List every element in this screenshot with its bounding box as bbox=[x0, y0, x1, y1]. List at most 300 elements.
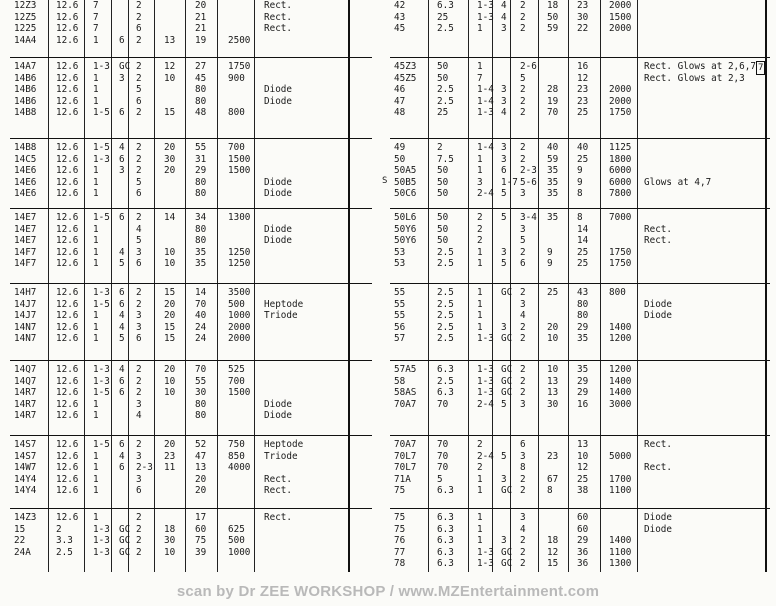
table-row bbox=[390, 485, 770, 497]
table-row bbox=[390, 474, 770, 486]
heater-volts-cell: 12.6 bbox=[56, 176, 79, 188]
load-ohms-cell: 2000 bbox=[609, 23, 632, 35]
load-ohms-cell: 5000 bbox=[609, 450, 632, 462]
group-separator bbox=[10, 208, 372, 209]
ohms-cell: 29 bbox=[577, 321, 589, 333]
cathode-pin-cell: 3 bbox=[501, 84, 507, 96]
tube-type-cell: 50C6 bbox=[394, 188, 417, 200]
ohms-cell: 70 bbox=[195, 364, 207, 375]
plate-pin-cell: 2 bbox=[136, 287, 142, 298]
plate-ma-cell: 35 bbox=[547, 212, 559, 223]
plate-ma-cell: 10 bbox=[164, 375, 176, 387]
plate-pin-cell: 2 bbox=[136, 142, 142, 153]
cathode-pin-cell: GC bbox=[501, 364, 513, 375]
plate-ma-cell: 35 bbox=[547, 188, 559, 200]
cathode-pin-cell: 6 bbox=[119, 107, 125, 119]
heater-pins-cell: 1-4 bbox=[477, 142, 494, 153]
heater-pins-cell: 1-5 bbox=[93, 439, 110, 450]
ohms-cell: 14 bbox=[577, 235, 589, 247]
heater-volts-cell: 2.5 bbox=[56, 546, 73, 558]
ohms-cell: 80 bbox=[195, 95, 207, 107]
heater-pins-cell: 1 bbox=[93, 398, 99, 410]
ohms-cell: 43 bbox=[577, 287, 589, 298]
tube-type-cell: 50L6 bbox=[394, 212, 417, 223]
ohms-cell: 14 bbox=[195, 287, 207, 298]
tube-type-cell: 50Y6 bbox=[394, 235, 417, 247]
heater-pins-cell: 2 bbox=[477, 212, 483, 223]
remarks-cell: Rect. bbox=[644, 235, 672, 247]
ohms-cell: 31 bbox=[195, 153, 207, 165]
load-ohms-cell: 1000 bbox=[228, 546, 251, 558]
heater-volts-cell: 12.6 bbox=[56, 310, 79, 322]
tube-type-cell: 47 bbox=[394, 95, 406, 107]
plate-pin-cell: 5 bbox=[136, 235, 142, 247]
table-row bbox=[10, 107, 372, 119]
load-ohms-cell: 1500 bbox=[228, 153, 251, 165]
heater-pins-cell: 1 bbox=[93, 235, 99, 247]
plate-ma-cell: 20 bbox=[164, 310, 176, 322]
plate-pin-cell: 2 bbox=[520, 321, 526, 333]
heater-pins-cell: 1 bbox=[93, 485, 99, 497]
heater-volts-cell: 2 bbox=[437, 142, 443, 153]
heater-volts-cell: 70 bbox=[437, 450, 449, 462]
heater-pins-cell: 1-3 bbox=[93, 287, 110, 298]
table-row bbox=[10, 410, 372, 422]
load-ohms-cell: 1000 bbox=[228, 310, 251, 322]
cathode-pin-cell: GC bbox=[501, 287, 513, 298]
heater-volts-cell: 12.6 bbox=[56, 485, 79, 497]
ohms-cell: 10 bbox=[577, 450, 589, 462]
plate-pin-cell: 2 bbox=[520, 95, 526, 107]
plate-pin-cell: 8 bbox=[520, 462, 526, 474]
remarks-cell: Triode bbox=[264, 310, 298, 322]
heater-pins-cell: 1 bbox=[93, 410, 99, 422]
cathode-pin-cell: 5 bbox=[501, 212, 507, 223]
cathode-pin-cell: 5 bbox=[119, 258, 125, 270]
heater-volts-cell: 12.6 bbox=[56, 387, 79, 399]
heater-pins-cell: 7 bbox=[93, 23, 99, 35]
heater-volts-cell: 12.6 bbox=[56, 142, 79, 153]
load-ohms-cell: 1400 bbox=[609, 535, 632, 547]
plate-pin-cell: 2 bbox=[520, 153, 526, 165]
heater-pins-cell: 1 bbox=[477, 287, 483, 298]
remarks-cell: Heptode bbox=[264, 439, 304, 450]
ohms-cell: 36 bbox=[577, 546, 589, 558]
heater-volts-cell: 12.6 bbox=[56, 473, 79, 485]
load-ohms-cell: 7000 bbox=[609, 212, 632, 223]
plate-pin-cell: 2 bbox=[136, 364, 142, 375]
ohms-cell: 24 bbox=[195, 321, 207, 333]
table-row bbox=[10, 165, 372, 177]
heater-volts-cell: 12.6 bbox=[56, 223, 79, 235]
remarks-cell: Glows at 4,7 bbox=[644, 176, 712, 188]
load-ohms-cell: 1800 bbox=[609, 153, 632, 165]
load-ohms-cell: 2000 bbox=[228, 333, 251, 345]
cathode-pin-cell: GC bbox=[501, 546, 513, 558]
tube-type-cell: 55 bbox=[394, 310, 406, 322]
heater-pins-cell: 1 bbox=[93, 84, 99, 96]
cathode-pin-cell: 6 bbox=[119, 298, 125, 310]
remarks-cell: Rect. bbox=[264, 0, 292, 11]
heater-volts-cell: 50 bbox=[437, 72, 449, 84]
tube-type-cell: 45Z5 bbox=[394, 72, 417, 84]
cathode-pin-cell: 6 bbox=[119, 212, 125, 223]
cathode-pin-cell: 4 bbox=[119, 142, 125, 153]
tube-type-cell: 14B8 bbox=[14, 107, 37, 119]
heater-pins-cell: 1 bbox=[477, 23, 483, 35]
load-ohms-cell: 1750 bbox=[228, 61, 251, 72]
right-tube-table bbox=[390, 0, 770, 572]
table-row bbox=[390, 535, 770, 547]
table-row bbox=[390, 224, 770, 236]
heater-pins-cell: 1 bbox=[477, 523, 483, 535]
group-separator bbox=[390, 508, 770, 509]
heater-pins-cell: 1-3 bbox=[93, 535, 110, 547]
ohms-cell: 25 bbox=[577, 473, 589, 485]
plate-pin-cell: 2 bbox=[520, 84, 526, 96]
heater-pins-cell: 1-3 bbox=[93, 375, 110, 387]
tube-type-cell: 1225 bbox=[14, 23, 37, 35]
table-row bbox=[10, 247, 372, 259]
heater-volts-cell: 12.6 bbox=[56, 11, 79, 23]
plate-ma-cell: 15 bbox=[164, 107, 176, 119]
tube-type-cell: 70L7 bbox=[394, 450, 417, 462]
heater-volts-cell: 12.6 bbox=[56, 333, 79, 345]
table-row bbox=[390, 177, 770, 189]
tube-type-cell: 45 bbox=[394, 23, 406, 35]
ohms-cell: 23 bbox=[577, 84, 589, 96]
table-row bbox=[390, 462, 770, 474]
edge-mark: 7 bbox=[758, 63, 764, 73]
heater-volts-cell: 5 bbox=[437, 473, 443, 485]
cathode-pin-cell: 4 bbox=[501, 0, 507, 11]
ohms-cell: 29 bbox=[577, 375, 589, 387]
plate-pin-cell: 2 bbox=[136, 375, 142, 387]
cathode-pin-cell: 6 bbox=[119, 375, 125, 387]
heater-volts-cell: 2.5 bbox=[437, 333, 454, 345]
tube-type-cell: 56 bbox=[394, 321, 406, 333]
cathode-pin-cell: GC bbox=[501, 558, 513, 570]
load-ohms-cell: 1500 bbox=[609, 11, 632, 23]
table-row bbox=[10, 287, 372, 299]
ohms-cell: 25 bbox=[577, 153, 589, 165]
heater-pins-cell: 1 bbox=[477, 61, 483, 72]
tube-type-cell: 76 bbox=[394, 535, 406, 547]
load-ohms-cell: 6000 bbox=[609, 165, 632, 177]
heater-pins-cell: 1-3 bbox=[477, 364, 494, 375]
plate-ma-cell: 28 bbox=[547, 84, 559, 96]
plate-pin-cell: 2 bbox=[520, 142, 526, 153]
plate-pin-cell: 3 bbox=[136, 398, 142, 410]
tube-type-cell: 70A7 bbox=[394, 439, 417, 450]
tube-type-cell: 53 bbox=[394, 258, 406, 270]
heater-volts-cell: 70 bbox=[437, 462, 449, 474]
heater-volts-cell: 12.6 bbox=[56, 107, 79, 119]
tube-type-cell: 14S7 bbox=[14, 450, 37, 462]
plate-pin-cell: 2 bbox=[136, 107, 142, 119]
heater-volts-cell: 12.6 bbox=[56, 439, 79, 450]
table-row bbox=[390, 364, 770, 376]
plate-ma-cell: 30 bbox=[547, 398, 559, 410]
plate-pin-cell: 3 bbox=[136, 450, 142, 462]
plate-ma-cell: 12 bbox=[164, 61, 176, 72]
plate-pin-cell: 2 bbox=[136, 61, 142, 72]
tube-type-cell: 14Z3 bbox=[14, 512, 37, 523]
heater-pins-cell: 1 bbox=[93, 246, 99, 258]
cathode-pin-cell: 5 bbox=[501, 188, 507, 200]
ohms-cell: 19 bbox=[195, 34, 207, 46]
remarks-cell: Diode bbox=[644, 523, 672, 535]
tube-type-cell: 14R7 bbox=[14, 410, 37, 422]
tube-type-cell: 14Q7 bbox=[14, 375, 37, 387]
tube-type-cell: 58 bbox=[394, 375, 406, 387]
heater-volts-cell: 50 bbox=[437, 61, 449, 72]
table-row bbox=[10, 364, 372, 376]
tube-type-cell: 50A5 bbox=[394, 165, 417, 177]
remarks-cell: Rect. bbox=[264, 23, 292, 35]
ohms-cell: 29 bbox=[195, 165, 207, 177]
plate-pin-cell: 3 bbox=[520, 398, 526, 410]
plate-pin-cell: 6 bbox=[136, 333, 142, 345]
heater-pins-cell: 2 bbox=[477, 439, 483, 450]
ohms-cell: 20 bbox=[195, 485, 207, 497]
heater-volts-cell: 6.3 bbox=[437, 523, 454, 535]
tube-type-cell: 75 bbox=[394, 512, 406, 523]
ohms-cell: 60 bbox=[577, 512, 589, 523]
heater-pins-cell: 1 bbox=[93, 450, 99, 462]
heater-volts-cell: 50 bbox=[437, 176, 449, 188]
heater-volts-cell: 12.6 bbox=[56, 165, 79, 177]
tube-type-cell: 77 bbox=[394, 546, 406, 558]
table-row bbox=[10, 84, 372, 96]
plate-pin-cell: 2 bbox=[136, 34, 142, 46]
tube-type-cell: 42 bbox=[394, 0, 406, 11]
tube-type-cell: 14B6 bbox=[14, 95, 37, 107]
plate-pin-cell: 2 bbox=[136, 535, 142, 547]
plate-pin-cell: 5 bbox=[136, 176, 142, 188]
heater-volts-cell: 12.6 bbox=[56, 212, 79, 223]
load-ohms-cell: 850 bbox=[228, 450, 245, 462]
heater-pins-cell: 1 bbox=[93, 223, 99, 235]
heater-volts-cell: 2.5 bbox=[437, 95, 454, 107]
plate-ma-cell: 10 bbox=[547, 333, 559, 345]
heater-pins-cell: 1 bbox=[477, 535, 483, 547]
ohms-cell: 35 bbox=[195, 258, 207, 270]
heater-volts-cell: 6.3 bbox=[437, 535, 454, 547]
load-ohms-cell: 700 bbox=[228, 142, 245, 153]
ohms-cell: 34 bbox=[195, 212, 207, 223]
ohms-cell: 9 bbox=[577, 165, 583, 177]
load-ohms-cell: 1500 bbox=[228, 387, 251, 399]
plate-pin-cell: 4 bbox=[136, 410, 142, 422]
remarks-cell: Diode bbox=[264, 176, 292, 188]
table-row bbox=[10, 310, 372, 322]
table-row bbox=[10, 439, 372, 451]
table-row bbox=[390, 287, 770, 299]
plate-pin-cell: 2 bbox=[520, 23, 526, 35]
load-ohms-cell: 2000 bbox=[609, 0, 632, 11]
ohms-cell: 70 bbox=[195, 298, 207, 310]
tube-type-cell: 14N7 bbox=[14, 321, 37, 333]
tube-type-cell: 57A5 bbox=[394, 364, 417, 375]
ohms-cell: 29 bbox=[577, 387, 589, 399]
load-ohms-cell: 1400 bbox=[609, 375, 632, 387]
load-ohms-cell: 1300 bbox=[228, 212, 251, 223]
table-row bbox=[10, 299, 372, 311]
table-row bbox=[390, 165, 770, 177]
remarks-cell: Diode bbox=[264, 84, 292, 96]
remarks-cell: Diode bbox=[264, 95, 292, 107]
heater-pins-cell: 1-3 bbox=[477, 107, 494, 119]
tube-type-cell: 14E7 bbox=[14, 235, 37, 247]
load-ohms-cell: 700 bbox=[228, 375, 245, 387]
heater-volts-cell: 25 bbox=[437, 11, 449, 23]
cathode-pin-cell: 5 bbox=[501, 450, 507, 462]
tube-type-cell: 24A bbox=[14, 546, 31, 558]
tube-type-cell: 14A7 bbox=[14, 61, 37, 72]
heater-pins-cell: 2-4 bbox=[477, 188, 494, 200]
plate-pin-cell: 2 bbox=[520, 473, 526, 485]
tube-type-cell: 14E7 bbox=[14, 212, 37, 223]
load-ohms-cell: 625 bbox=[228, 523, 245, 535]
tube-type-cell: 50Y6 bbox=[394, 223, 417, 235]
cathode-pin-cell: 3 bbox=[501, 535, 507, 547]
tube-type-cell: 46 bbox=[394, 84, 406, 96]
tube-type-cell: 14B6 bbox=[14, 72, 37, 84]
group-separator bbox=[390, 57, 770, 58]
heater-volts-cell: 6.3 bbox=[437, 364, 454, 375]
plate-pin-cell: 2 bbox=[520, 333, 526, 345]
load-ohms-cell: 1250 bbox=[228, 258, 251, 270]
ohms-cell: 55 bbox=[195, 375, 207, 387]
ohms-cell: 16 bbox=[577, 61, 589, 72]
heater-volts-cell: 2.5 bbox=[437, 258, 454, 270]
group-separator bbox=[390, 138, 770, 139]
table-row bbox=[10, 535, 372, 547]
tube-type-cell: 14F7 bbox=[14, 258, 37, 270]
load-ohms-cell: 2500 bbox=[228, 34, 251, 46]
cathode-pin-cell: 3 bbox=[501, 246, 507, 258]
table-row bbox=[10, 0, 372, 12]
plate-pin-cell: 3 bbox=[520, 298, 526, 310]
remarks-cell: Diode bbox=[264, 223, 292, 235]
heater-pins-cell: 7 bbox=[93, 11, 99, 23]
heater-volts-cell: 2.5 bbox=[437, 246, 454, 258]
ohms-cell: 13 bbox=[577, 439, 589, 450]
load-ohms-cell: 1700 bbox=[609, 473, 632, 485]
heater-volts-cell: 6.3 bbox=[437, 387, 454, 399]
load-ohms-cell: 525 bbox=[228, 364, 245, 375]
ohms-cell: 21 bbox=[195, 11, 207, 23]
ohms-cell: 22 bbox=[577, 23, 589, 35]
plate-pin-cell: 3 bbox=[520, 450, 526, 462]
load-ohms-cell: 7800 bbox=[609, 188, 632, 200]
plate-ma-cell: 23 bbox=[547, 450, 559, 462]
heater-volts-cell: 6.3 bbox=[437, 558, 454, 570]
plate-ma-cell: 23 bbox=[164, 450, 176, 462]
plate-pin-cell: 2 bbox=[136, 439, 142, 450]
tube-type-cell: 14Y4 bbox=[14, 485, 37, 497]
ohms-cell: 39 bbox=[195, 546, 207, 558]
table-row bbox=[10, 399, 372, 411]
table-row bbox=[10, 376, 372, 388]
heater-pins-cell: 1-3 bbox=[93, 523, 110, 535]
plate-pin-cell: 2 bbox=[136, 512, 142, 523]
scan-credit-footer: scan by Dr ZEE WORKSHOP / www.MZEntertainment.com bbox=[176, 583, 600, 600]
plate-pin-cell: 2 bbox=[520, 387, 526, 399]
plate-pin-cell: 2 bbox=[136, 298, 142, 310]
ohms-cell: 23 bbox=[577, 95, 589, 107]
plate-pin-cell: 3 bbox=[520, 512, 526, 523]
plate-ma-cell: 14 bbox=[164, 212, 176, 223]
ohms-cell: 38 bbox=[577, 485, 589, 497]
ohms-cell: 8 bbox=[577, 212, 583, 223]
cathode-pin-cell: 4 bbox=[119, 310, 125, 322]
heater-pins-cell: 1-3 bbox=[477, 558, 494, 570]
load-ohms-cell: 750 bbox=[228, 439, 245, 450]
heater-pins-cell: 1 bbox=[477, 298, 483, 310]
cathode-pin-cell: 3 bbox=[501, 153, 507, 165]
heater-pins-cell: 1 bbox=[477, 246, 483, 258]
plate-ma-cell: 15 bbox=[164, 287, 176, 298]
heater-volts-cell: 12.6 bbox=[56, 258, 79, 270]
table-row bbox=[10, 224, 372, 236]
table-row bbox=[10, 322, 372, 334]
ohms-cell: 80 bbox=[195, 410, 207, 422]
plate-ma-cell: 18 bbox=[547, 535, 559, 547]
remarks-cell: Diode bbox=[264, 410, 292, 422]
plate-pin-cell: 6 bbox=[136, 23, 142, 35]
heater-volts-cell: 2.5 bbox=[437, 84, 454, 96]
ohms-cell: 55 bbox=[195, 142, 207, 153]
heater-volts-cell: 2.5 bbox=[437, 298, 454, 310]
tube-type-cell: 14E7 bbox=[14, 223, 37, 235]
plate-ma-cell: 25 bbox=[547, 287, 559, 298]
table-row bbox=[390, 333, 770, 345]
table-row bbox=[390, 258, 770, 270]
ohms-cell: 25 bbox=[577, 258, 589, 270]
ohms-cell: 20 bbox=[195, 473, 207, 485]
plate-pin-cell: 2 bbox=[520, 485, 526, 497]
plate-pin-cell: 6 bbox=[136, 95, 142, 107]
table-row bbox=[390, 451, 770, 463]
heater-pins-cell: 1-4 bbox=[477, 95, 494, 107]
tube-type-cell: 14W7 bbox=[14, 462, 37, 474]
cathode-pin-cell: 3 bbox=[501, 23, 507, 35]
tube-type-cell: 14R7 bbox=[14, 387, 37, 399]
remarks-cell: Rect. Glows at 2,3 bbox=[644, 72, 745, 84]
heater-volts-cell: 7.5 bbox=[437, 153, 454, 165]
cathode-pin-cell: 4 bbox=[119, 450, 125, 462]
tube-type-cell: 22 bbox=[14, 535, 26, 547]
plate-ma-cell: 35 bbox=[547, 165, 559, 177]
plate-ma-cell: 9 bbox=[547, 258, 553, 270]
heater-volts-cell: 12.6 bbox=[56, 398, 79, 410]
heater-volts-cell: 12.6 bbox=[56, 23, 79, 35]
ohms-cell: 20 bbox=[195, 0, 207, 11]
table-row bbox=[390, 512, 770, 524]
tube-type-cell: 49 bbox=[394, 142, 406, 153]
cathode-pin-cell: GC bbox=[501, 485, 513, 497]
heater-volts-cell: 25 bbox=[437, 107, 449, 119]
tube-type-cell: 58AS bbox=[394, 387, 417, 399]
ohms-cell: 40 bbox=[577, 142, 589, 153]
tube-type-cell: 50 bbox=[394, 153, 406, 165]
cathode-pin-cell: GC bbox=[501, 333, 513, 345]
heater-volts-cell: 2.5 bbox=[437, 375, 454, 387]
heater-pins-cell: 2 bbox=[477, 235, 483, 247]
remarks-cell: Diode bbox=[644, 512, 672, 523]
